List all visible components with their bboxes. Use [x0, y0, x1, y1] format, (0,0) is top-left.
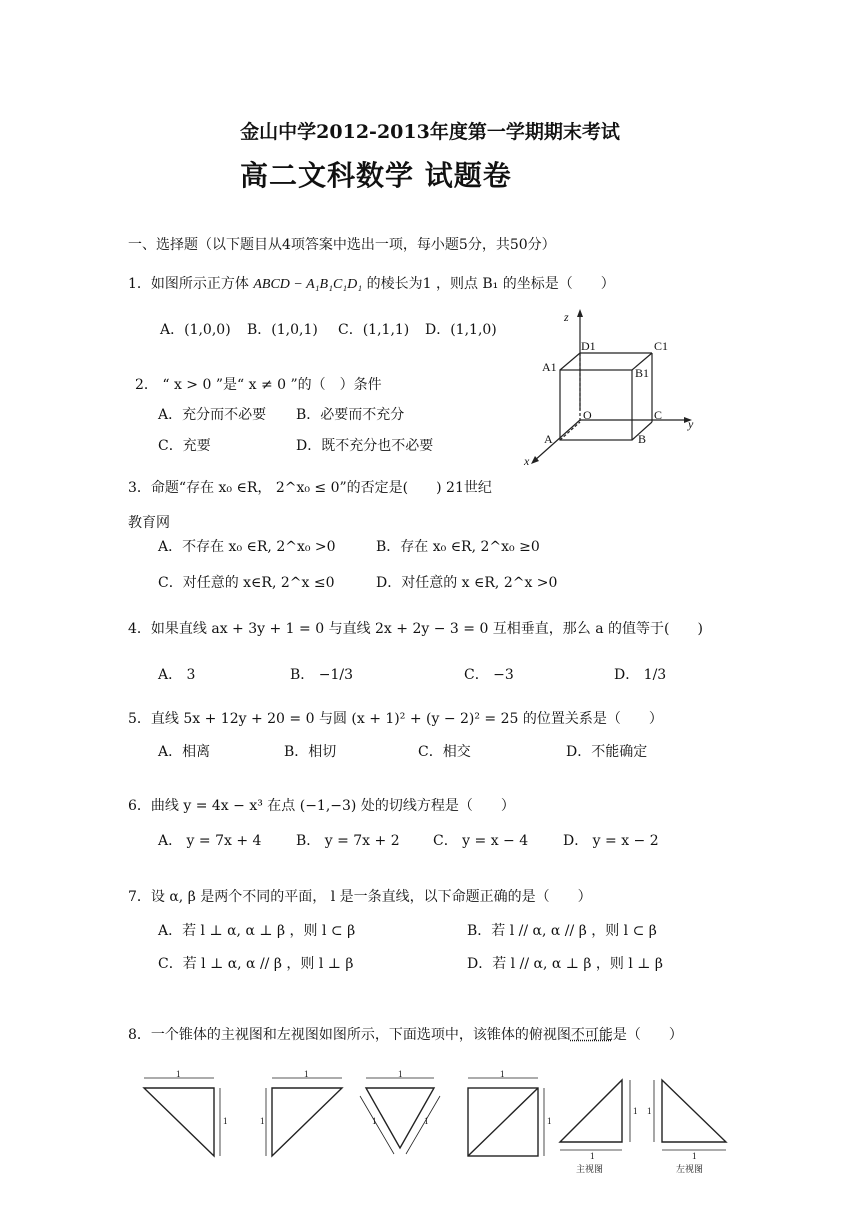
q8-option-a-shape: [144, 1078, 220, 1156]
label-a1: A1: [542, 360, 557, 374]
q8-front-view-shape: [560, 1080, 630, 1150]
cube-figure: [520, 305, 700, 470]
front-view-caption: 主视图: [576, 1165, 604, 1175]
q2-option-a: A．充分而不必要: [158, 407, 267, 423]
question-3-stem: 3．命题“存在 x₀ ∈R， 2^x₀ ≤ 0”的否定是( ) 21世纪: [128, 480, 492, 496]
q8-figures: [130, 1068, 740, 1178]
q8-stem-post: 是（ ）: [612, 1027, 683, 1043]
q1-cube-name: ABCD − A₁B₁C₁D₁: [253, 277, 363, 292]
dim-label: 1: [372, 1116, 377, 1126]
q6-option-b: B． y = 7x + 2: [296, 833, 400, 849]
q3-option-a: A．不存在 x₀ ∈R, 2^x₀ >0: [158, 539, 336, 555]
dim-label: 1: [547, 1116, 552, 1126]
q7-option-c: C．若 l ⊥ α, α // β ，则 l ⊥ β: [158, 956, 354, 972]
question-4-stem: 4．如果直线 ax + 3y + 1 = 0 与直线 2x + 2y − 3 = 0 互相垂直，那么 a 的值等于( ): [128, 621, 703, 637]
q4-option-a: A． 3: [158, 667, 196, 683]
q5-option-d: D．不能确定: [566, 744, 648, 760]
q3-option-c: C．对任意的 x∈R, 2^x ≤0: [158, 575, 335, 591]
q7-option-d: D．若 l // α, α ⊥ β ，则 l ⊥ β: [467, 956, 663, 972]
q1-option-d: D．(1,1,0): [425, 322, 497, 338]
label-b: B: [638, 432, 647, 446]
q8-option-d-shape: [468, 1078, 544, 1156]
q2-option-d: D．既不充分也不必要: [296, 438, 434, 454]
section-heading: 一、选择题（以下题目从4项答案中选出一项，每小题5分，共50分）: [128, 237, 556, 253]
question-8-stem: [128, 1026, 683, 1044]
q1-option-b: B．(1,0,1): [247, 322, 318, 338]
question-1-stem: [128, 275, 615, 294]
dim-label: 1: [176, 1069, 181, 1079]
dim-label: 1: [260, 1116, 265, 1126]
q1-stem-post: 的棱长为1 ，则点 B₁ 的坐标是（ ）: [362, 276, 615, 292]
q6-option-a: A． y = 7x + 4: [158, 833, 262, 849]
q4-option-c: C． −3: [464, 667, 514, 683]
q3-option-b: B．存在 x₀ ∈R, 2^x₀ ≥0: [376, 539, 540, 555]
q3-option-d: D．对任意的 x ∈R, 2^x >0: [376, 575, 558, 591]
label-c: C: [654, 408, 663, 422]
label-d1: D1: [581, 339, 596, 353]
q7-option-b: B．若 l // α, α // β ，则 l ⊂ β: [467, 923, 657, 939]
q6-option-c: C． y = x − 4: [433, 833, 529, 849]
label-o: O: [583, 408, 592, 422]
dim-label: 1: [424, 1116, 429, 1126]
dim-label: 1: [590, 1151, 595, 1161]
label-c1: C1: [654, 339, 669, 353]
dim-label: 1: [647, 1106, 652, 1116]
exam-title-line2: 高二文科数学 试题卷: [240, 159, 512, 192]
q8-stem-emphasis: 不可能: [570, 1027, 613, 1043]
q5-option-b: B．相切: [284, 744, 337, 760]
label-x: x: [524, 454, 530, 468]
q1-option-c: C．(1,1,1): [338, 322, 410, 338]
label-y: y: [688, 417, 694, 431]
q5-option-c: C．相交: [418, 744, 471, 760]
question-6-stem: 6．曲线 y = 4x − x³ 在点 (−1,−3) 处的切线方程是（ ）: [128, 798, 515, 814]
dim-label: 1: [692, 1151, 697, 1161]
q8-stem-pre: 8．一个锥体的主视图和左视图如图所示，下面选项中，该锥体的俯视图: [128, 1027, 571, 1043]
q8-side-view-shape: [654, 1080, 726, 1150]
q4-option-d: D． 1/3: [614, 667, 667, 683]
q5-option-a: A．相离: [158, 744, 211, 760]
label-b1: B1: [635, 366, 650, 380]
q6-option-d: D． y = x − 2: [563, 833, 659, 849]
q1-stem-pre: 1．如图所示正方体: [128, 276, 254, 292]
q4-option-b: B． −1/3: [290, 667, 353, 683]
dim-label: 1: [398, 1069, 403, 1079]
question-3-stem-cont: 教育网: [128, 515, 170, 531]
label-a: A: [544, 432, 553, 446]
q2-option-b: B．必要而不充分: [296, 407, 405, 423]
q8-option-b-shape: [266, 1078, 342, 1156]
side-view-caption: 左视图: [676, 1165, 704, 1175]
exam-title-line1: 金山中学2012-2013年度第一学期期末考试: [240, 121, 620, 143]
dim-label: 1: [633, 1106, 638, 1116]
dim-label: 1: [304, 1069, 309, 1079]
q1-option-a: A．(1,0,0): [160, 322, 231, 338]
q2-option-c: C．充要: [158, 438, 211, 454]
question-7-stem: 7．设 α, β 是两个不同的平面， l 是一条直线，以下命题正确的是（ ）: [128, 889, 592, 905]
label-z: z: [564, 310, 569, 324]
dim-label: 1: [500, 1069, 505, 1079]
question-2-stem: 2． “ x > 0 ”是“ x ≠ 0 ”的（ ）条件: [135, 377, 382, 393]
dim-label: 1: [223, 1116, 228, 1126]
question-5-stem: 5．直线 5x + 12y + 20 = 0 与圆 (x + 1)² + (y − 2)² = 25 的位置关系是（ ）: [128, 711, 663, 727]
q7-option-a: A．若 l ⊥ α, α ⊥ β ，则 l ⊂ β: [158, 923, 356, 939]
